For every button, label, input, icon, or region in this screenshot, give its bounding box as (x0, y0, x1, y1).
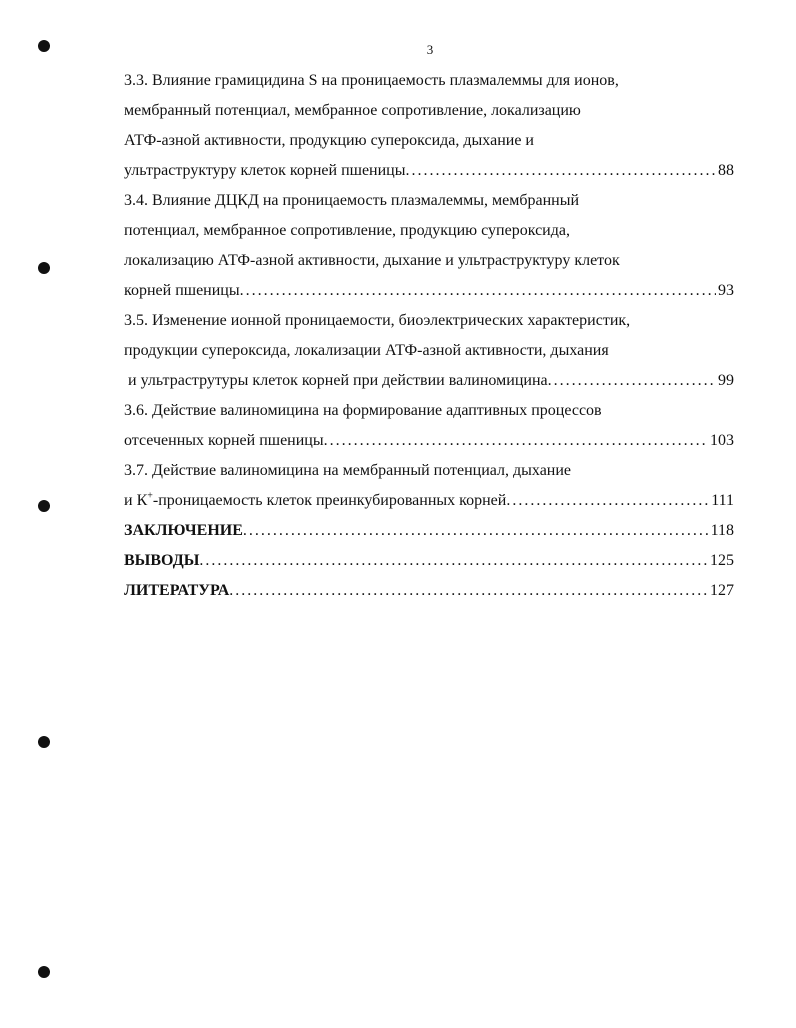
dot-leader (324, 426, 708, 456)
punch-hole (38, 262, 50, 274)
dot-leader (243, 516, 709, 546)
toc-entry-3-5[interactable] (124, 306, 734, 396)
toc-line: 3.3. Влияние грамицидина S на проницаемость плазмалеммы для ионов, (124, 72, 619, 89)
toc-page-number: 127 (710, 582, 734, 599)
toc-line: потенциал, мембранное сопротивление, продукцию супероксида, (124, 222, 570, 239)
toc-entry-findings[interactable]: ВЫВОДЫ . . . 125 (124, 546, 734, 576)
toc-page-number: 103 (710, 432, 734, 449)
toc-line: 3.7. Действие валиномицина на мембранный потенциал, дыхание (124, 462, 572, 479)
toc-line: 3.6. Действие валиномицина на формирование адаптивных процессов (124, 402, 602, 419)
toc-line: и К+-проницаемость клеток преинкубированных корней . . . 111 (124, 486, 734, 516)
toc-line: продукции супероксида, локализации АТФ-азной активности, дыхания (124, 342, 609, 359)
toc-entry-3-6[interactable] (124, 396, 734, 456)
page-number: 3 (426, 42, 434, 57)
toc-line: 3.5. Изменение ионной проницаемости, биоэлектрических характеристик, (124, 312, 631, 329)
punch-hole (38, 966, 50, 978)
toc-line: мембранный потенциал, мембранное сопротивление, локализацию (124, 102, 581, 119)
toc-entry-conclusion[interactable]: ЗАКЛЮЧЕНИЕ . . . 118 (124, 516, 734, 546)
toc-page-number: 93 (718, 282, 734, 299)
toc-entry-3-7[interactable] (124, 456, 734, 516)
table-of-contents (124, 66, 734, 606)
toc-page-number: 99 (718, 372, 734, 389)
dot-leader (199, 546, 708, 576)
toc-line: корней пшеницы . . . 93 (124, 276, 734, 306)
toc-line: АТФ-азной активности, продукцию супероксида, дыхание и (124, 132, 534, 149)
dot-leader (229, 576, 708, 606)
toc-entry-literature[interactable]: ЛИТЕРАТУРА . . . 127 (124, 576, 734, 606)
punch-hole (38, 40, 50, 52)
toc-line: ультраструктуру клеток корней пшеницы . . . 88 (124, 156, 734, 186)
toc-page-number: 125 (710, 552, 734, 569)
toc-entry-3-4[interactable] (124, 186, 734, 306)
toc-entry-3-3[interactable] (124, 66, 734, 186)
toc-line: локализацию АТФ-азной активности, дыхание и ультраструктуру клеток (124, 252, 620, 269)
toc-line: 3.4. Влияние ДЦКД на проницаемость плазмалеммы, мембранный (124, 192, 580, 209)
dot-leader (240, 276, 716, 306)
toc-page-number: 111 (711, 492, 734, 509)
toc-line: отсеченных корней пшеницы . . . 103 (124, 426, 734, 456)
punch-hole (38, 736, 50, 748)
dot-leader (406, 156, 717, 186)
toc-page-number: 88 (718, 162, 734, 179)
dot-leader (548, 366, 716, 396)
toc-line: и ультраструтуры клеток корней при действии валиномицина . . . 99 (124, 366, 734, 396)
punch-hole (38, 500, 50, 512)
toc-page-number: 118 (710, 522, 734, 539)
dot-leader (506, 486, 709, 516)
